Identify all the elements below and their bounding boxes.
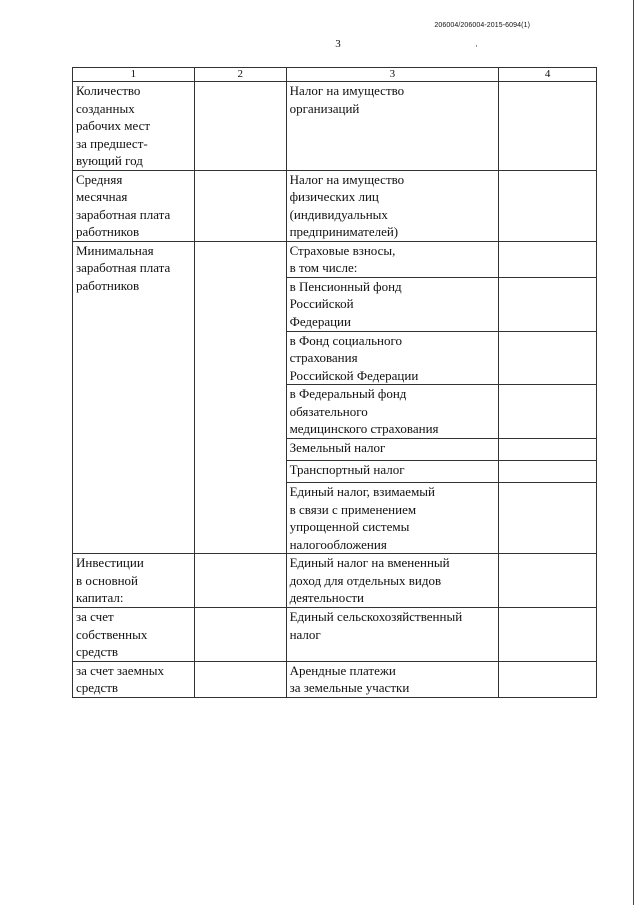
value-cell [499, 331, 597, 385]
label-social-fund: в Фонд социального страхования Российской Федерации [286, 331, 499, 385]
value-cell [194, 170, 286, 241]
label-land-tax: Земельный налог [286, 439, 499, 461]
table-row [73, 554, 597, 608]
value-cell [194, 661, 286, 697]
label-property-tax-ind: Налог на имущество физических лиц (индивидуальных предпринимателей) [286, 170, 499, 241]
value-cell [499, 170, 597, 241]
label-borrowed-funds: за счет заемных средств [73, 661, 195, 697]
column-header-2: 2 [194, 68, 286, 82]
document-id: 206004/206004-2015-6094(1) [434, 22, 530, 29]
value-cell [194, 608, 286, 662]
table-header-row [73, 68, 597, 82]
value-cell [499, 483, 597, 554]
value-cell [499, 439, 597, 461]
value-cell [499, 461, 597, 483]
label-jobs-created: Количество созданных рабочих мест за предшест- вующий год [73, 82, 195, 171]
value-cell [499, 661, 597, 697]
label-avg-salary: Средняя месячная заработная плата работников [73, 170, 195, 241]
value-cell [499, 385, 597, 439]
value-cell [499, 241, 597, 277]
page-edge-line [633, 0, 634, 905]
label-land-rent: Арендные платежи за земельные участки [286, 661, 499, 697]
column-header-4: 4 [499, 68, 597, 82]
value-cell [499, 277, 597, 331]
value-cell [499, 554, 597, 608]
column-header-1: 1 [73, 68, 195, 82]
value-cell [194, 554, 286, 608]
value-cell [194, 241, 286, 554]
label-own-funds: за счет собственных средств [73, 608, 195, 662]
column-header-3: 3 [286, 68, 499, 82]
table-row [73, 82, 597, 171]
label-pension-fund: в Пенсионный фонд Российской Федерации [286, 277, 499, 331]
label-insurance: Страховые взносы, в том числе: [286, 241, 499, 277]
label-property-tax-org: Налог на имущество организаций [286, 82, 499, 171]
stray-mark: · [475, 41, 478, 51]
value-cell [194, 82, 286, 171]
page-number: 3 [335, 38, 341, 50]
label-medical-fund: в Федеральный фонд обязательного медицинского страхования [286, 385, 499, 439]
label-transport-tax: Транспортный налог [286, 461, 499, 483]
value-cell [499, 82, 597, 171]
label-min-salary: Минимальная заработная плата работников [73, 241, 195, 554]
label-agricultural-tax: Единый сельскохозяйственный налог [286, 608, 499, 662]
label-simplified-tax: Единый налог, взимаемый в связи с применением упрощенной системы налогообложения [286, 483, 499, 554]
table-row [73, 608, 597, 662]
table-row [73, 241, 597, 277]
label-imputed-tax: Единый налог на вмененный доход для отдельных видов деятельности [286, 554, 499, 608]
indicators-table [72, 67, 597, 698]
table-row [73, 170, 597, 241]
value-cell [499, 608, 597, 662]
label-investments: Инвестиции в основной капитал: [73, 554, 195, 608]
table-row [73, 661, 597, 697]
